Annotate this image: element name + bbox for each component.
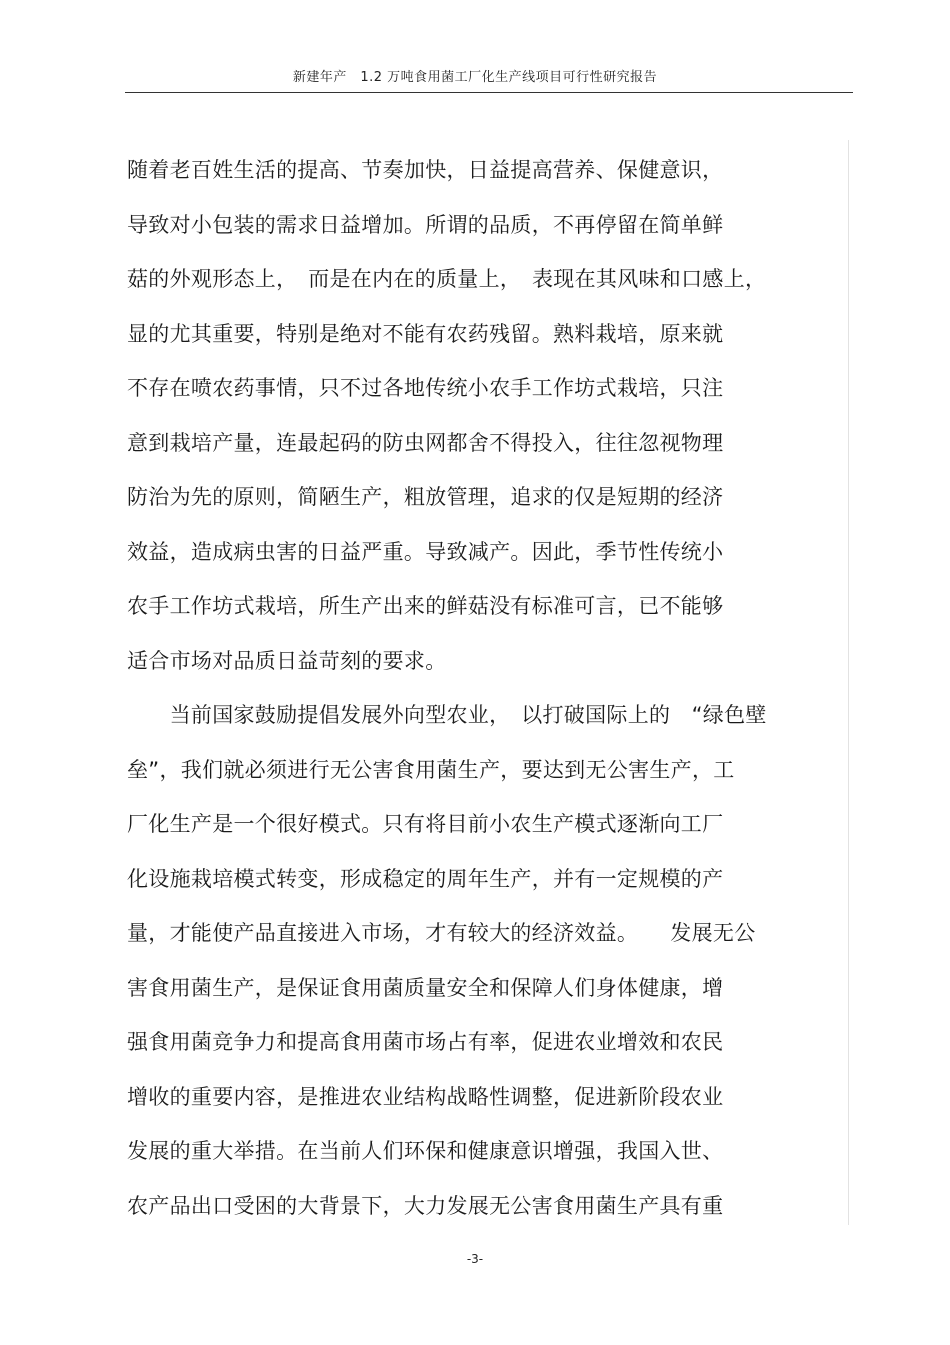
text-line: 强食用菌竞争力和提高食用菌市场占有率，促进农业增效和农民 bbox=[127, 1030, 724, 1054]
text-line: 厂化生产是一个很好模式。只有将目前小农生产模式逐渐向工厂 bbox=[127, 812, 724, 836]
text-line: 随着老百姓生活的提高、节奏加快，日益提高营养、保健意识， bbox=[127, 158, 724, 182]
text-line: 增收的重要内容，是推进农业结构战略性调整，促进新阶段农业 bbox=[127, 1084, 724, 1109]
header-divider bbox=[125, 92, 853, 93]
text-line: 化设施栽培模式转变，形成稳定的周年生产，并有一定规模的产 bbox=[127, 866, 724, 891]
text-line: 发展的重大举措。在当前人们环保和健康意识增强，我国入世、 bbox=[127, 1139, 724, 1163]
text-line: 量，才能使产品直接进入市场，才有较大的经济效益。 发展无公 bbox=[127, 921, 756, 945]
text-line: 当前国家鼓励提倡发展外向型农业， 以打破国际上的 “绿色壁 bbox=[127, 703, 767, 727]
text-line: 垒”，我们就必须进行无公害食用菌生产，要达到无公害生产，工 bbox=[127, 757, 735, 782]
text-line: 农手工作坊式栽培，所生产出来的鲜菇没有标准可言，已不能够 bbox=[127, 594, 724, 618]
page-header-title: 新建年产 1.2 万吨食用菌工厂化生产线项目可行性研究报告 bbox=[292, 70, 658, 85]
text-line: 适合市场对品质日益苛刻的要求。 bbox=[127, 648, 447, 673]
text-line: 防治为先的原则，简陋生产，粗放管理，追求的仅是短期的经济 bbox=[127, 485, 724, 509]
text-line: 导致对小包装的需求日益增加。所谓的品质，不再停留在简单鲜 bbox=[127, 212, 724, 237]
text-line: 显的尤其重要，特别是绝对不能有农药残留。熟料栽培，原来就 bbox=[127, 321, 724, 346]
body-text bbox=[127, 148, 867, 1238]
text-line: 农产品出口受困的大背景下，大力发展无公害食用菌生产具有重 bbox=[127, 1193, 724, 1218]
page-number: -3- bbox=[466, 1252, 484, 1266]
text-line: 意到栽培产量，连最起码的防虫网都舍不得投入，往往忽视物理 bbox=[127, 430, 724, 455]
text-line: 害食用菌生产，是保证食用菌质量安全和保障人们身体健康，增 bbox=[127, 975, 724, 1000]
text-line: 不存在喷农药事情，只不过各地传统小农手工作坊式栽培，只注 bbox=[127, 376, 724, 400]
text-line: 菇的外观形态上， 而是在内在的质量上， 表现在其风味和口感上， bbox=[127, 267, 767, 291]
text-line: 效益，造成病虫害的日益严重。导致减产。因此，季节性传统小 bbox=[127, 539, 724, 564]
